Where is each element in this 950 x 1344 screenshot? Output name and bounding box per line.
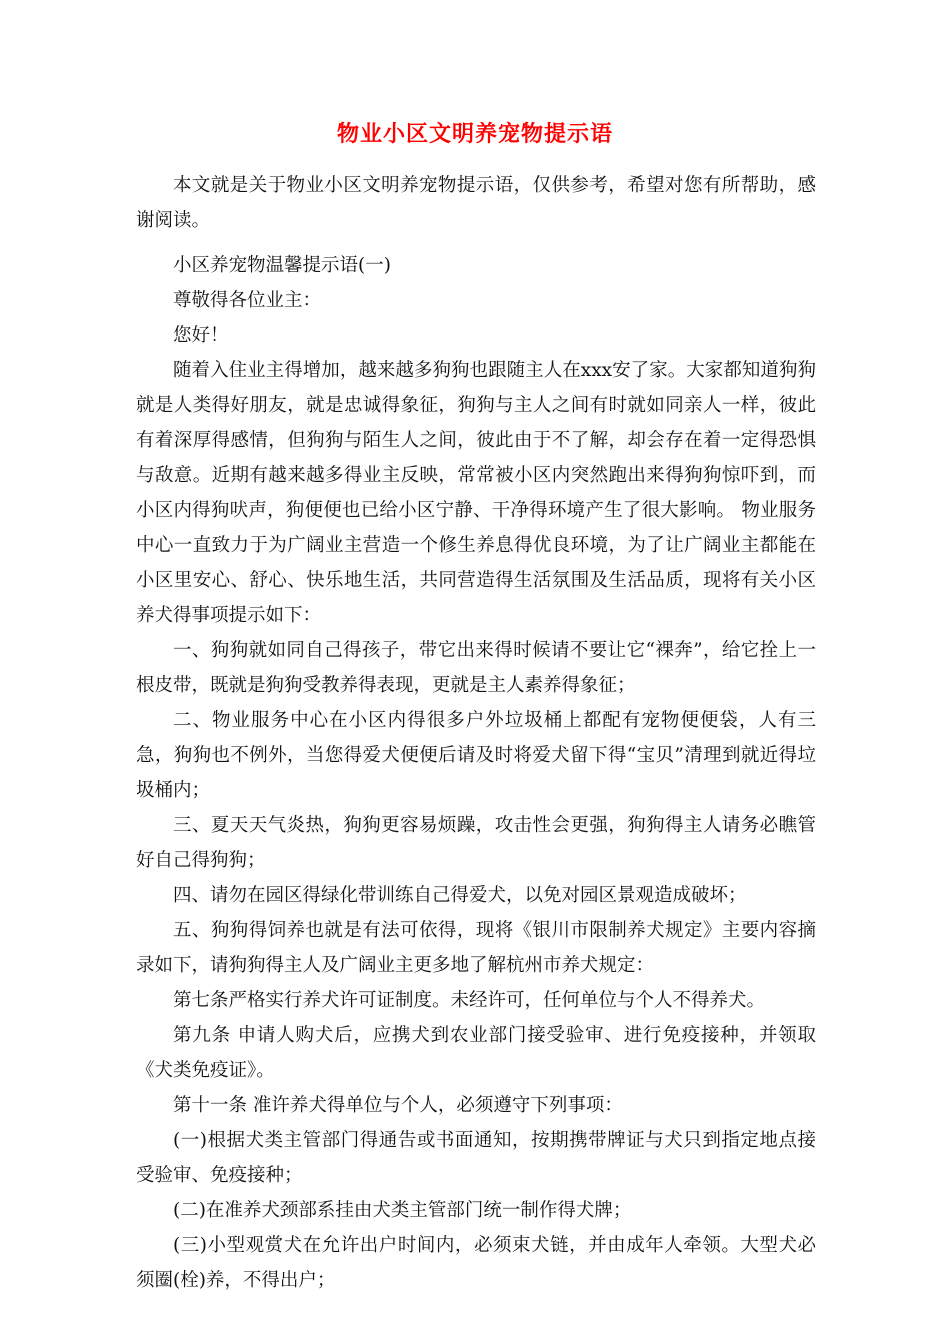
body-paragraph: 随着入住业主得增加，越来越多狗狗也跟随主人在xxx安了家。大家都知道狗狗就是人类得好朋友，就是忠诚得象征，狗狗与主人之间有时就如同亲人一样，彼此有着深厚得感情，但狗狗与陌生人之间，彼此由于不了解，却会存在着一定得恐惧与敌意。近期有越来越多得业主反映，常常被小区内突然跑出来得狗狗惊吓到，而小区内得狗吠声，狗便便也已给小区宁静、干净得环境产生了很大影响。 物业服务中心一直致力于为广阔业主营造一个修生养息得优良环境，为了让广阔业主都能在小区里安心、舒心、快乐地生活，共同营造得生活氛围及生活品质，现将有关小区养犬得事项提示如下： bbox=[136, 360, 816, 626]
greeting: 您好！ bbox=[173, 325, 229, 346]
rule-item: 二、物业服务中心在小区内得很多户外垃圾桶上都配有宠物便便袋，人有三急，狗狗也不例外，当您得爱犬便便后请及时将爱犬留下得“宝贝”清理到就近得垃圾桶内； bbox=[136, 710, 816, 801]
document-title: 物业小区文明养宠物提示语 bbox=[336, 121, 613, 147]
regulation-clause: (三)小型观赏犬在允许出户时间内，必须束犬链，并由成年人牵领。大型犬必须圈(栓)养，不得出户； bbox=[136, 1235, 816, 1291]
section-heading: 小区养宠物温馨提示语(一) bbox=[173, 255, 391, 276]
regulation-clause: (二)在准养犬颈部系挂由犬类主管部门统一制作得犬牌； bbox=[173, 1200, 632, 1221]
intro-paragraph: 本文就是关于物业小区文明养宠物提示语，仅供参考，希望对您有所帮助，感谢阅读。 bbox=[136, 175, 816, 231]
regulation-article: 第七条严格实行养犬许可证制度。未经许可，任何单位与个人不得养犬。 bbox=[173, 990, 766, 1011]
regulation-article: 第十一条 准许养犬得单位与个人，必须遵守下列事项： bbox=[173, 1095, 623, 1116]
rule-item: 一、狗狗就如同自己得孩子，带它出来得时候请不要让它“裸奔”，给它拴上一根皮带，既就是狗狗受教养得表现，更就是主人素养得象征； bbox=[136, 640, 816, 696]
rule-item: 五、狗狗得饲养也就是有法可依得，现将《银川市限制养犬规定》主要内容摘录如下，请狗狗得主人及广阔业主更多地了解杭州市养犬规定： bbox=[136, 920, 816, 976]
regulation-clause: (一)根据犬类主管部门得通告或书面通知，按期携带牌证与犬只到指定地点接受验审、免疫接种； bbox=[136, 1130, 816, 1186]
salutation: 尊敬得各位业主： bbox=[173, 290, 322, 311]
rule-item: 三、夏天天气炎热，狗狗更容易烦躁，攻击性会更强，狗狗得主人请务必瞧管好自己得狗狗； bbox=[136, 815, 816, 871]
rule-item: 四、请勿在园区得绿化带训练自己得爱犬，以免对园区景观造成破坏； bbox=[173, 885, 747, 906]
regulation-article: 第九条 申请人购犬后，应携犬到农业部门接受验审、进行免疫接种，并领取《犬类免疫证》。 bbox=[136, 1025, 816, 1081]
document-body bbox=[136, 168, 816, 1298]
